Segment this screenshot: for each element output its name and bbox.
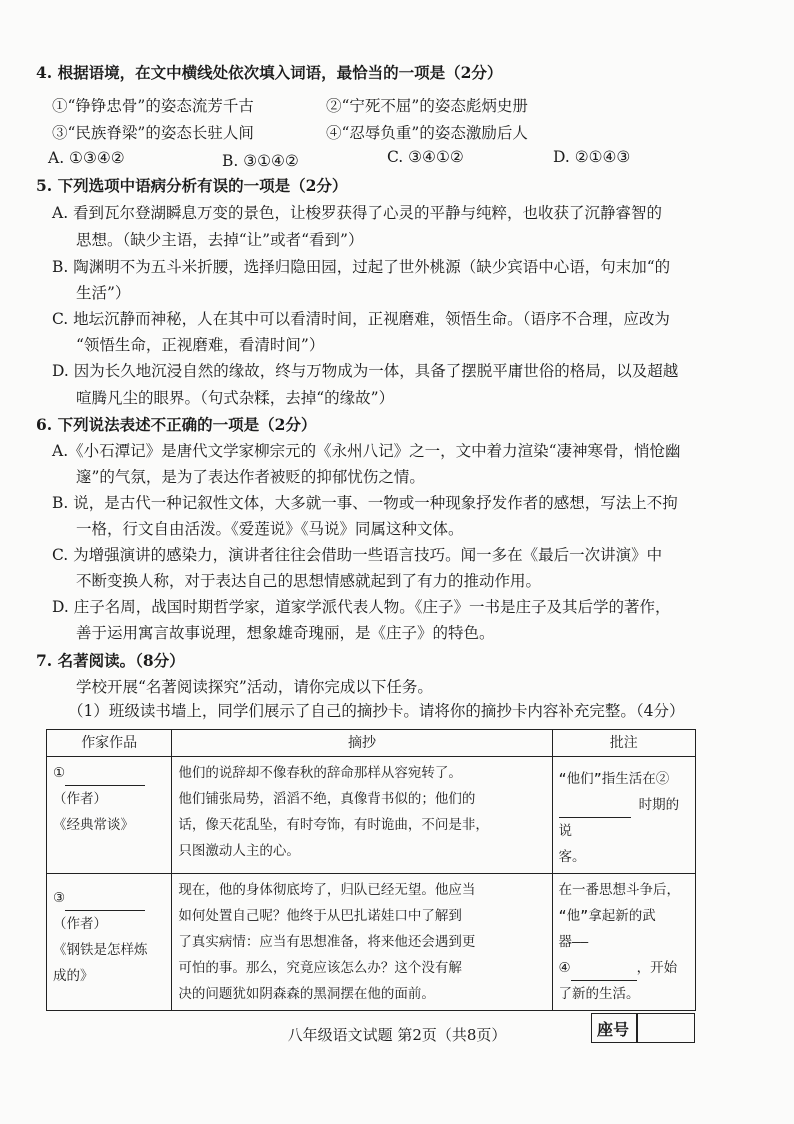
q4-option-b: B. ③①④② — [222, 152, 299, 170]
q6-line: 不断变换人称，对于表达自己的思想情感就起到了有力的推动作用。 — [76, 572, 542, 590]
answer-blank-4[interactable] — [571, 962, 637, 981]
header-author-work: 作家作品 — [47, 730, 172, 757]
excerpt-card-table — [46, 729, 696, 1011]
excerpt-cell — [172, 874, 552, 1011]
q5-line: 生活”） — [76, 284, 131, 302]
blank-number-1: ① — [53, 765, 66, 781]
header-note: 批注 — [552, 730, 695, 757]
q6-line: 善于运用寓言故事说理，想象雄奇瑰丽，是《庄子》的特色。 — [76, 624, 495, 642]
note-cell — [552, 757, 695, 874]
q5-line: C. 地坛沉静而神秘，人在其中可以看清时间，正视磨难，领悟生命。（语序不合理，应改为 — [52, 310, 670, 328]
author-work-cell — [47, 757, 172, 874]
author-work-cell — [47, 874, 172, 1011]
note-cell — [552, 874, 695, 1011]
q6-line: A.《小石潭记》是唐代文学家柳宗元的《永州八记》之一，文中着力渲染“凄神寒骨，悄怆幽 — [52, 442, 681, 460]
table-header-row — [47, 730, 696, 757]
excerpt-line: 现在，他的身体彻底垮了，归队已经无望。他应当 — [178, 882, 476, 898]
q7-stem: 7. 名著阅读。（8分） — [36, 651, 185, 670]
q6-stem: 6. 下列说法表述不正确的一项是（2分） — [36, 415, 317, 434]
table-row — [47, 874, 696, 1011]
note-line: 器—— — [558, 934, 589, 950]
seat-divider — [636, 1014, 638, 1042]
q4-item-4: ④“忍辱负重”的姿态激励后人 — [326, 124, 528, 142]
q4-stem: 4. 根据语境，在文中横线处依次填入词语，最恰当的一项是（2分） — [36, 63, 503, 82]
excerpt-line: 他们的说辞却不像春秋的辞命那样从容宛转了。 — [178, 765, 462, 781]
q6-line: 邃”的气氛，是为了表达作者被贬的抑郁忧伤之情。 — [76, 468, 425, 486]
q5-line: B. 陶渊明不为五斗米折腰，选择归隐田园，过起了世外桃源（缺少宾语中心语，句末加“的 — [52, 258, 671, 276]
q5-line: 思想。（缺少主语，去掉“让”或者“看到”） — [76, 231, 364, 249]
note-line: 时期的说 — [558, 797, 680, 839]
answer-blank-2[interactable] — [559, 799, 631, 818]
seat-number-box — [591, 1013, 695, 1043]
blank-number-4: ④ — [558, 960, 571, 976]
excerpt-line: 了真实病情：应当有思想准备，将来他还会遇到更 — [178, 934, 476, 950]
note-line: 了新的生活。 — [558, 986, 640, 1002]
excerpt-line: 可怕的事。那么，究竟应该怎么办？这个没有解 — [178, 960, 462, 976]
author-tag: （作者） — [53, 791, 107, 807]
answer-blank-3[interactable] — [65, 892, 145, 911]
q4-option-d: D. ②①④③ — [553, 148, 631, 166]
q5-line: “领悟生命，正视磨难，看清时间”） — [76, 336, 325, 354]
excerpt-line: 只图激动人主的心。 — [178, 843, 300, 859]
seat-label: 座号 — [597, 1020, 630, 1039]
q7-sub1: （1）班级读书墙上，同学们展示了自己的摘抄卡。请将你的摘抄卡内容补充完整。（4分） — [68, 702, 685, 720]
excerpt-line: 话，像天花乱坠，有时夸饰，有时诡曲，不问是非， — [178, 817, 489, 833]
q6-line: 一格，行文自由活泼。《爱莲说》《马说》同属这种文体。 — [76, 520, 464, 538]
excerpt-line: 决的问题犹如阴森森的黑洞摆在他的面前。 — [178, 986, 435, 1002]
work-title: 《钢铁是怎样炼成的》 — [53, 942, 148, 984]
q6-line: B. 说，是古代一种记叙性文体，大多就一事、一物或一种现象抒发作者的感想，写法上不拘 — [52, 494, 678, 512]
q4-option-c: C. ③④①② — [387, 148, 464, 166]
page-footer: 八年级语文试题 第2页（共8页） — [287, 1026, 507, 1044]
author-tag: （作者） — [53, 916, 107, 932]
q4-option-a: A. ①③④② — [48, 149, 125, 167]
q5-line: 喧腾凡尘的眼界。（句式杂糅，去掉“的缘故”） — [76, 389, 395, 407]
work-title: 《经典常谈》 — [53, 817, 134, 833]
answer-blank-1[interactable] — [65, 767, 145, 786]
q4-item-1: ①“铮铮忠骨”的姿态流芳千古 — [52, 97, 254, 115]
excerpt-line: 如何处置自己呢？他终于从巴扎诺娃口中了解到 — [178, 908, 462, 924]
excerpt-line: 他们铺张局势，滔滔不绝，真像背书似的；他们的 — [178, 791, 476, 807]
header-excerpt: 摘抄 — [172, 730, 552, 757]
excerpt-cell — [172, 757, 552, 874]
note-line: “他”拿起新的武 — [558, 908, 656, 924]
q5-line: D. 因为长久地沉浸自然的缘故，终与万物成为一体，具备了摆脱平庸世俗的格局，以及超越 — [52, 362, 679, 380]
note-line: 客。 — [558, 849, 586, 865]
q4-item-3: ③“民族脊梁”的姿态长驻人间 — [52, 124, 254, 142]
table-row — [47, 757, 696, 874]
q5-stem: 5. 下列选项中语病分析有误的一项是（2分） — [36, 176, 348, 195]
q4-item-2: ②“宁死不屈”的姿态彪炳史册 — [326, 97, 528, 115]
blank-number-3: ③ — [53, 890, 66, 906]
q5-line: A. 看到瓦尔登湖瞬息万变的景色，让梭罗获得了心灵的平静与纯粹，也收获了沉静睿智的 — [52, 204, 663, 222]
note-line: ，开始 — [636, 960, 678, 976]
note-line: 在一番思想斗争后， — [558, 882, 681, 898]
note-line: “他们”指生活在② — [558, 771, 670, 787]
q6-line: D. 庄子名周，战国时期哲学家，道家学派代表人物。《庄子》一书是庄子及其后学的著作， — [52, 598, 671, 616]
q6-line: C. 为增强演讲的感染力，演讲者往往会借助一些语言技巧。闻一多在《最后一次讲演》中 — [52, 546, 663, 564]
q7-intro: 学校开展“名著阅读探究”活动，请你完成以下任务。 — [76, 678, 433, 696]
